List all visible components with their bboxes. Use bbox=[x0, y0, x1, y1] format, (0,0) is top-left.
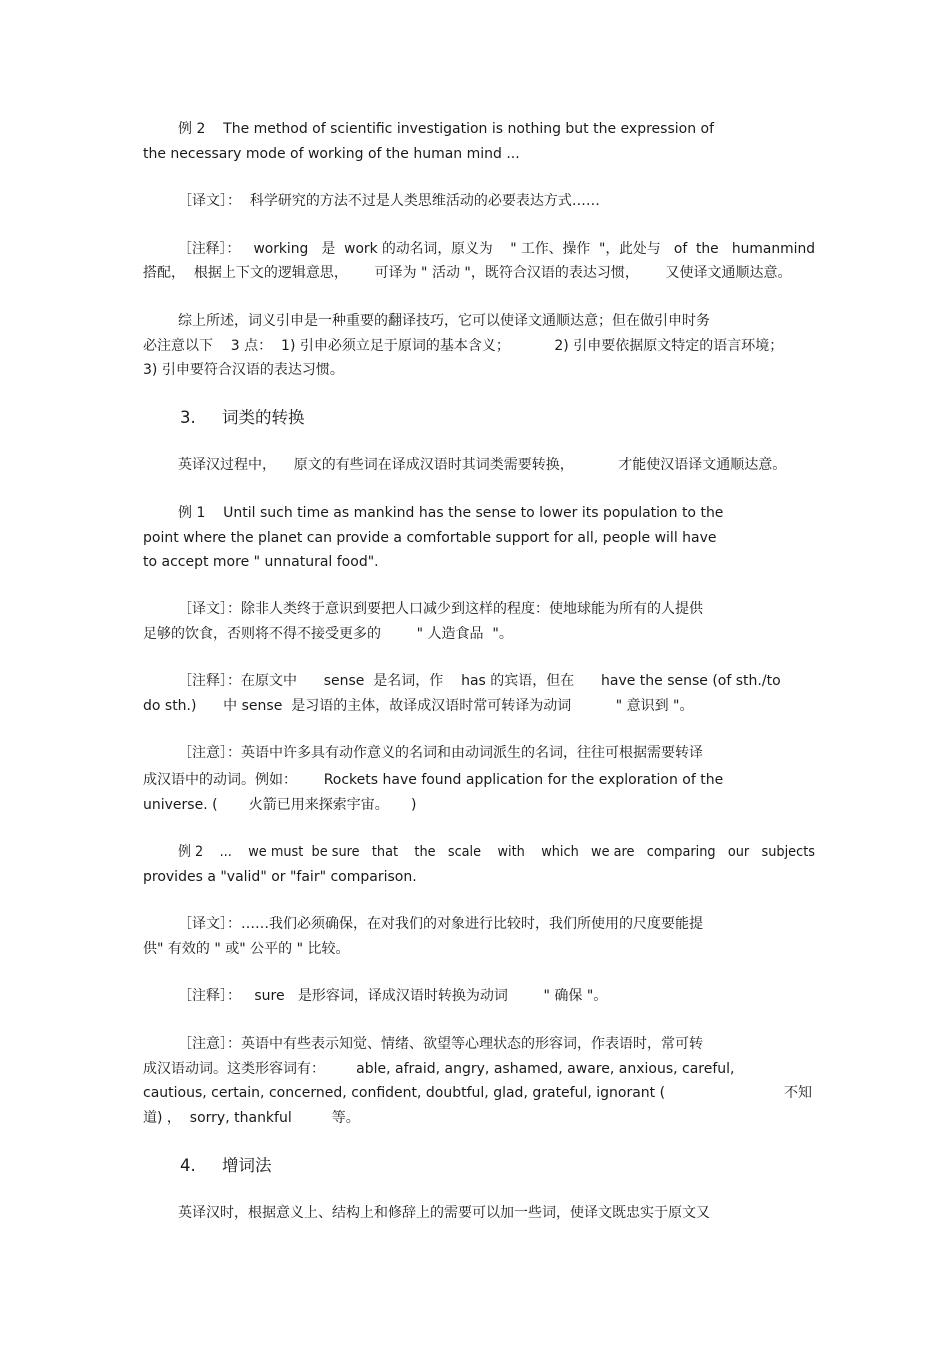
attention-line-1: ［注意］：英语中有些表示知觉、情绪、欲望等心理状态的形容词，作表语时，常可转 bbox=[178, 1036, 703, 1052]
translation-line-2: 供" 有效的 " 或" 公平的 " 比较。 bbox=[143, 941, 350, 957]
example-1-english-line-1: 例 1 Until such time as mankind has the sense to lower its population to the bbox=[178, 505, 724, 521]
section-heading-3: 3. 词类的转换 bbox=[180, 408, 305, 427]
attention-line-1: ［注意］：英语中许多具有动作意义的名词和由动词派生的名词，往往可根据需要转译 bbox=[178, 745, 703, 761]
example-1-english-line-3: to accept more " unnatural food". bbox=[143, 554, 379, 570]
attention-line-3: universe. ( 火箭已用来探索宇宙。 ) bbox=[143, 797, 417, 813]
translation-line-1: ［译文］：……我们必须确保，在对我们的对象进行比较时，我们所使用的尺度要能提 bbox=[178, 916, 703, 932]
example-1-english-line-2: point where the planet can provide a comfortable support for all, people will have bbox=[143, 530, 717, 546]
summary-line-3: 3) 引申要符合汉语的表达习惯。 bbox=[143, 362, 344, 378]
section-4-intro: 英译汉时，根据意义上、结构上和修辞上的需要可以加一些词，使译文既忠实于原文又 bbox=[178, 1205, 710, 1221]
note-line-1: ［注释］：在原文中 sense 是名词，作 has 的宾语，但在 have the sense (of sth./to bbox=[178, 673, 781, 689]
example-2-english-line-2: the necessary mode of working of the human mind ... bbox=[143, 146, 520, 162]
section-3-intro: 英译汉过程中， 原文的有些词在译成汉语时其词类需要转换， 才能使汉语译文通顺达意。 bbox=[178, 457, 787, 473]
example-2-english-line-1: 例 2 ... we must be sure that the scale with which we are comparing our subjects bbox=[178, 844, 815, 860]
example-2-english-line-1: 例 2 The method of scientific investigation is nothing but the expression of bbox=[178, 121, 715, 137]
summary-line-1: 综上所述，词义引申是一种重要的翻译技巧，它可以使译文通顺达意；但在做引申时务 bbox=[178, 313, 710, 329]
translation-line: ［译文］： 科学研究的方法不过是人类思维活动的必要表达方式…… bbox=[178, 193, 600, 209]
attention-line-2: 成汉语动词。这类形容词有： able, afraid, angry, ashamed, aware, anxious, careful, bbox=[143, 1061, 735, 1077]
note-line-2: 搭配， 根据上下文的逻辑意思， 可译为 " 活动 "，既符合汉语的表达习惯， 又使译文通顺达意。 bbox=[143, 265, 792, 281]
translation-line-1: ［译文］：除非人类终于意识到要把人口减少到这样的程度：使地球能为所有的人提供 bbox=[178, 601, 703, 617]
attention-line-4: 道) ， sorry, thankful 等。 bbox=[143, 1110, 360, 1126]
summary-line-2: 必注意以下 3 点： 1) 引申必须立足于原词的基本含义； 2) 引申要依据原文特定的语言环境； bbox=[143, 338, 784, 354]
note-line-1: ［注释］： working 是 work 的动名词，原义为 " 工作、操作 "，此处与 of the humanmind bbox=[178, 241, 816, 257]
attention-line-3: cautious, certain, concerned, confident, doubtful, glad, grateful, ignorant ( bbox=[143, 1085, 666, 1101]
section-heading-4: 4. 增词法 bbox=[180, 1156, 272, 1175]
attention-line-2: 成汉语中的动词。例如： Rockets have found application for the exploration of the bbox=[143, 772, 724, 788]
attention-line-3-end: 不知 bbox=[784, 1085, 812, 1101]
note-line: ［注释］： sure 是形容词，译成汉语时转换为动词 " 确保 "。 bbox=[178, 988, 608, 1004]
note-line-2: do sth.) 中 sense 是习语的主体，故译成汉语时常可转译为动词 " 意识到 "。 bbox=[143, 698, 694, 714]
translation-line-2: 足够的饮食，否则将不得不接受更多的 " 人造食品 "。 bbox=[143, 626, 513, 642]
example-2-english-line-2: provides a "valid" or "fair" comparison. bbox=[143, 869, 417, 885]
